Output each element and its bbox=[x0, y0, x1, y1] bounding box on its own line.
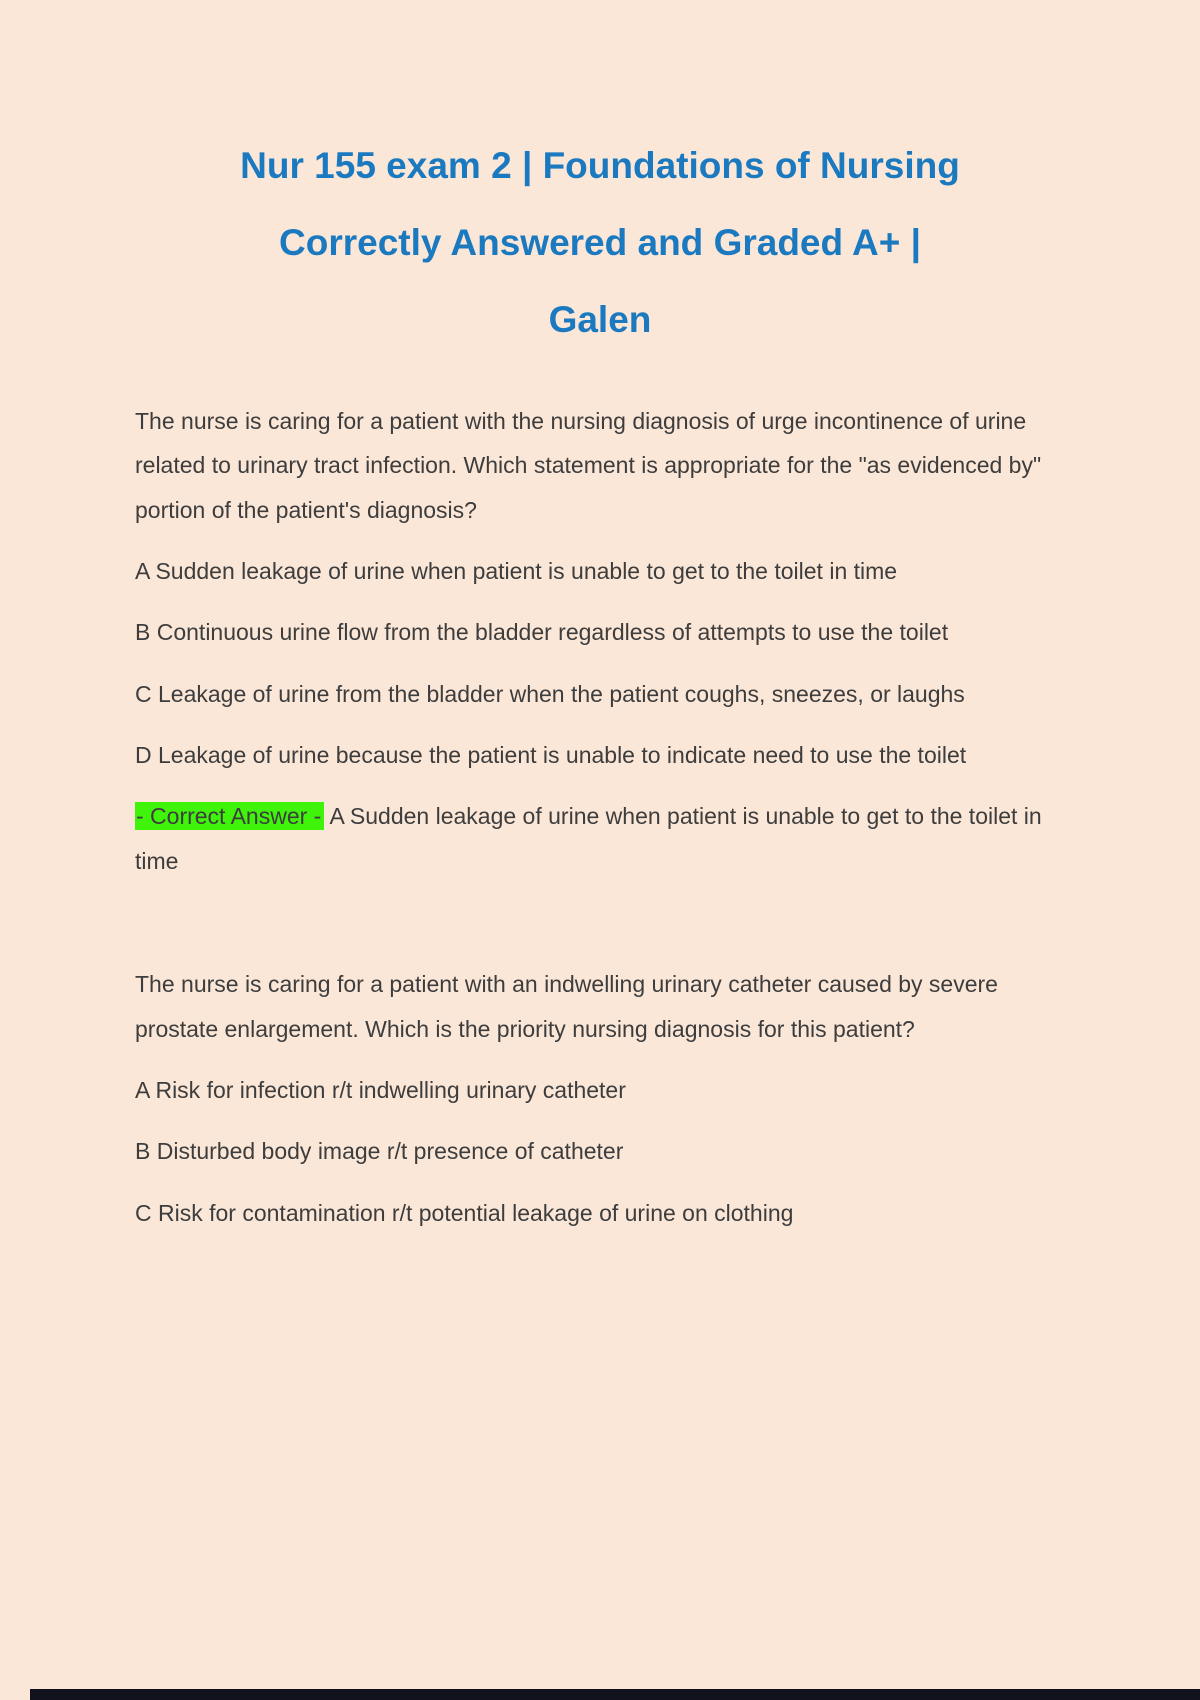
document-title: Nur 155 exam 2 | Foundations of Nursing Correctly Answered and Graded A+ | Galen bbox=[240, 145, 960, 340]
correct-answer-highlight: - Correct Answer - bbox=[135, 802, 324, 830]
correct-answer-text: A Sudden leakage of urine when patient is unable to get to the toilet in time bbox=[135, 803, 1042, 874]
question-2-option-b: B Disturbed body image r/t presence of catheter bbox=[135, 1138, 624, 1165]
question-2-option-c: C Risk for contamination r/t potential leakage of urine on clothing bbox=[135, 1199, 794, 1226]
question-1-text: The nurse is caring for a patient with the nursing diagnosis of urge incontinence of urine related to urinary tract infection. Which statement is appropriate for the "as evidenced by" portion of the patient's diagnosis? bbox=[135, 407, 1042, 523]
question-2-text: The nurse is caring for a patient with an indwelling urinary catheter caused by severe prostate enlargement. Which is the priority nursing diagnosis for this patient? bbox=[135, 971, 998, 1042]
question-1-option-c: C Leakage of urine from the bladder when the patient coughs, sneezes, or laughs bbox=[135, 680, 965, 707]
page-bottom-bar bbox=[30, 1689, 1200, 1700]
question-1-answer-line bbox=[135, 794, 1065, 883]
question-gap-spacer bbox=[135, 900, 1065, 962]
question-1-option-d: D Leakage of urine because the patient is unable to indicate need to use the toilet bbox=[135, 742, 967, 769]
question-2-option-a: A Risk for infection r/t indwelling urinary catheter bbox=[135, 1076, 626, 1103]
question-1-option-a: A Sudden leakage of urine when patient is unable to get to the toilet in time bbox=[135, 557, 898, 584]
question-1-option-b: B Continuous urine flow from the bladder regardless of attempts to use the toilet bbox=[135, 619, 949, 646]
